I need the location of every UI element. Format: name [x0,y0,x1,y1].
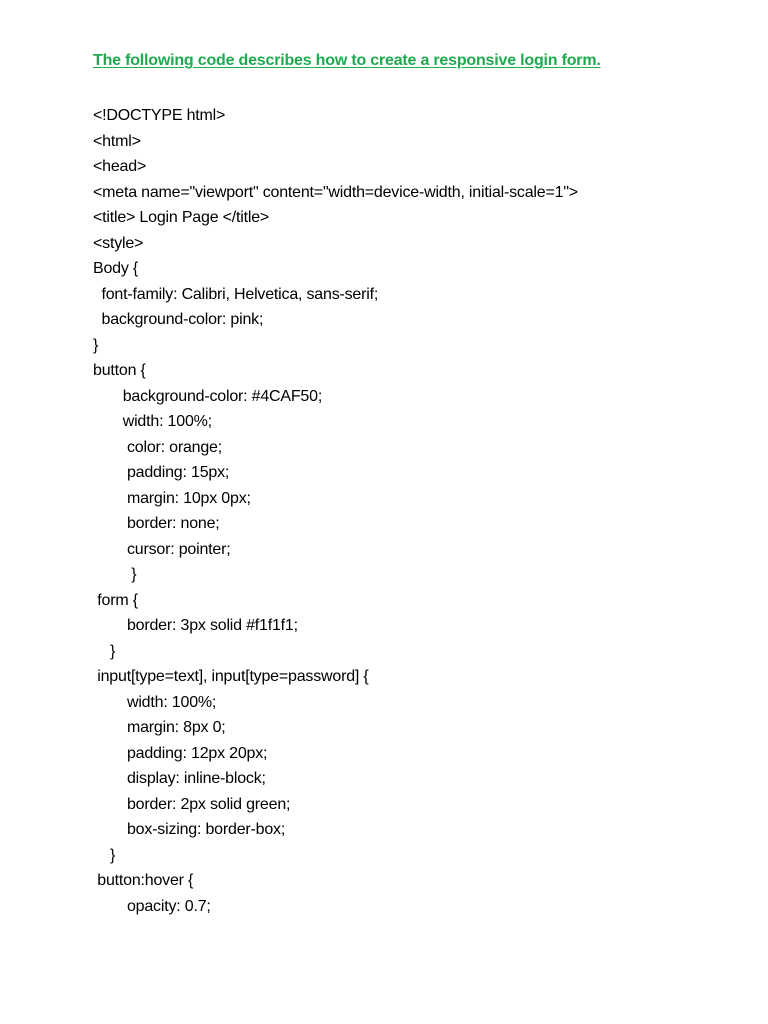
code-line: width: 100%; [93,693,217,711]
code-line: box-sizing: border-box; [93,821,286,838]
code-line: <head> [93,158,147,175]
code-line: Body { [93,260,139,277]
code-line: input[type=text], input[type=password] { [93,668,369,685]
code-line: <!DOCTYPE html> [93,107,226,124]
code-line: border: 2px solid green; [93,795,291,813]
code-line: font-family: Calibri, Helvetica, sans-serif; [93,285,379,303]
code-line: background-color: pink; [93,311,264,328]
code-line: border: 3px solid #f1f1f1; [93,617,298,634]
code-line: <html> [93,132,141,150]
code-line: <meta name="viewport" content="width=device-width, initial-scale=1"> [93,183,578,201]
code-line: background-color: #4CAF50; [93,387,323,405]
code-line: button:hover { [93,872,194,889]
code-line: <title> Login Page </title> [93,209,270,226]
code-listing [93,103,578,919]
code-line: } [93,846,116,864]
code-line: padding: 15px; [93,464,230,481]
code-line: form { [93,591,138,609]
code-line: cursor: pointer; [93,540,231,558]
code-line: <style> [93,234,144,252]
code-line: opacity: 0.7; [93,897,211,915]
code-line: margin: 10px 0px; [93,489,251,507]
document-heading: The following code describes how to create a responsive login form. [93,52,601,69]
code-line: display: inline-block; [93,770,266,787]
code-line: color: orange; [93,438,222,456]
code-line: } [93,336,99,354]
code-line: border: none; [93,515,220,532]
code-line: } [93,566,137,583]
code-line: } [93,642,116,660]
code-line: button { [93,362,146,379]
code-line: margin: 8px 0; [93,719,226,736]
code-line: padding: 12px 20px; [93,744,268,762]
code-line: width: 100%; [93,413,212,430]
